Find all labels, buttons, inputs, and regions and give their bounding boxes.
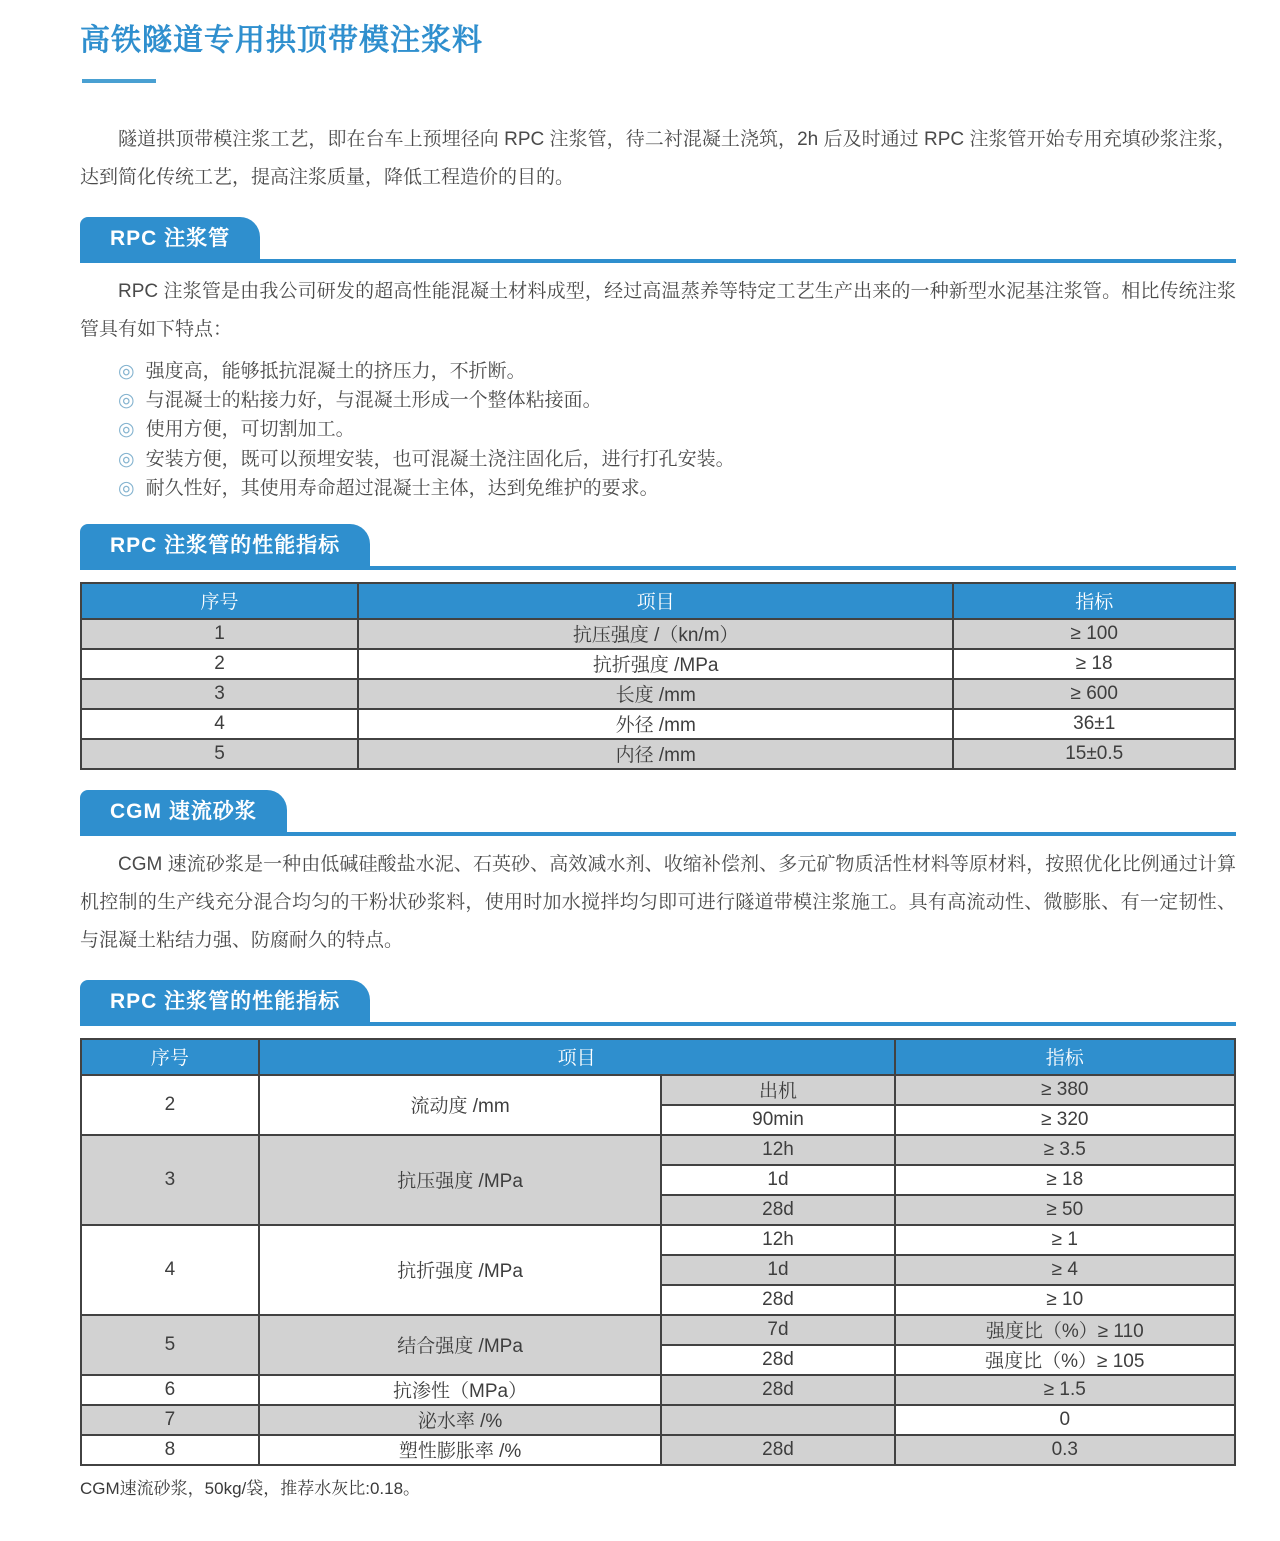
rpc-pipe-performance-table (80, 582, 1236, 770)
cgm-mortar-performance-table (80, 1038, 1236, 1466)
feature-text: 使用方便，可切割加工。 (145, 419, 355, 441)
table-header (81, 1039, 1235, 1075)
table-header (81, 583, 1235, 619)
feature-text: 与混凝士的粘接力好，与混凝土形成一个整体粘接面。 (145, 389, 602, 411)
value-cell: ≥ 3.5 (895, 1135, 1235, 1165)
section-banner-cgm (80, 790, 1236, 836)
condition-cell (661, 1405, 894, 1435)
condition-cell: 28d (661, 1285, 894, 1315)
rpc-pipe-paragraph: RPC 注浆管是由我公司研发的超高性能混凝土材料成型，经过高温蒸养等特定工艺生产出来的一种新型水泥基注浆管。相比传统注浆管具有如下特点： (80, 280, 1236, 340)
table-row (81, 739, 1235, 769)
item-cell: 抗折强度 /MPa (259, 1225, 662, 1315)
double-circle-bullet-icon: ◎ (118, 448, 135, 470)
condition-cell: 7d (661, 1315, 894, 1345)
item-cell: 抗压强度 /MPa (259, 1135, 662, 1225)
table-cell: 外径 /mm (358, 709, 953, 739)
sequence-cell: 6 (81, 1375, 259, 1405)
condition-cell: 12h (661, 1135, 894, 1165)
section-banner-label: RPC 注浆管的性能指标 (80, 524, 370, 566)
condition-cell: 28d (661, 1435, 894, 1465)
section-banner-rpc-performance (80, 524, 1236, 570)
table-cell: 3 (81, 679, 358, 709)
feature-text: 安装方便，既可以预埋安装，也可混凝土浇注固化后，进行打孔安装。 (145, 448, 735, 470)
condition-cell: 出机 (661, 1075, 894, 1105)
condition-cell: 90min (661, 1105, 894, 1135)
section-banner-label: CGM 速流砂浆 (80, 790, 287, 832)
table-row (81, 619, 1235, 649)
column-header: 序号 (81, 583, 358, 619)
table-row (81, 1075, 1235, 1105)
value-cell: 强度比（%）≥ 110 (895, 1315, 1235, 1345)
value-cell: ≥ 1 (895, 1225, 1235, 1255)
item-cell: 流动度 /mm (259, 1075, 662, 1135)
feature-item (118, 415, 1236, 444)
double-circle-bullet-icon: ◎ (118, 389, 135, 411)
table-row (81, 649, 1235, 679)
table-cell: 15±0.5 (953, 739, 1235, 769)
title-underline-decoration (82, 79, 156, 83)
table-row (81, 1135, 1235, 1165)
column-header: 序号 (81, 1039, 259, 1075)
condition-cell: 12h (661, 1225, 894, 1255)
feature-text: 强度高，能够抵抗混凝土的挤压力，不折断。 (145, 360, 526, 382)
value-cell: ≥ 50 (895, 1195, 1235, 1225)
table-row (81, 1225, 1235, 1255)
table-cell: 36±1 (953, 709, 1235, 739)
section-banner-label: RPC 注浆管的性能指标 (80, 980, 370, 1022)
sequence-cell: 8 (81, 1435, 259, 1465)
feature-text: 耐久性好，其使用寿命超过混凝士主体，达到免维护的要求。 (145, 478, 659, 500)
value-cell: 0.3 (895, 1435, 1235, 1465)
feature-item (118, 386, 1236, 415)
table-cell: ≥ 100 (953, 619, 1235, 649)
footnote-text: CGM速流砂浆，50kg/袋，推荐水灰比:0.18。 (80, 1478, 421, 1498)
condition-cell: 28d (661, 1195, 894, 1225)
table-header-row (81, 583, 1235, 619)
feature-item (118, 445, 1236, 474)
page-title: 高铁隧道专用拱顶带模注浆料 (80, 24, 483, 57)
table-row (81, 1375, 1235, 1405)
condition-cell: 28d (661, 1375, 894, 1405)
value-cell: ≥ 10 (895, 1285, 1235, 1315)
sequence-cell: 5 (81, 1315, 259, 1375)
cgm-paragraph: CGM 速流砂浆是一种由低碱硅酸盐水泥、石英砂、高效减水剂、收缩补偿剂、多元矿物质活性材料等原材料，按照优化比例通过计算机控制的生产线充分混合均匀的干粉状砂浆料，使用时加水搅拌均匀即可进行隧道带模注浆施工。具有高流动性、微膨胀、有一定韧性、与混凝土粘结力强、防腐耐久的特点。 (80, 853, 1236, 951)
value-cell: ≥ 1.5 (895, 1375, 1235, 1405)
sequence-cell: 7 (81, 1405, 259, 1435)
double-circle-bullet-icon: ◎ (118, 360, 135, 382)
table-cell: 2 (81, 649, 358, 679)
table-cell: 内径 /mm (358, 739, 953, 769)
sequence-cell: 4 (81, 1225, 259, 1315)
section-banner-rpc-pipe (80, 217, 1236, 263)
table-header-row (81, 1039, 1235, 1075)
section-banner-cgm-performance (80, 980, 1236, 1026)
value-cell: ≥ 4 (895, 1255, 1235, 1285)
table-row (81, 1435, 1235, 1465)
table-cell: ≥ 600 (953, 679, 1235, 709)
condition-cell: 1d (661, 1165, 894, 1195)
item-cell: 泌水率 /% (259, 1405, 662, 1435)
value-cell: ≥ 18 (895, 1165, 1235, 1195)
table-cell: 1 (81, 619, 358, 649)
column-header: 项目 (358, 583, 953, 619)
item-cell: 结合强度 /MPa (259, 1315, 662, 1375)
column-header: 指标 (953, 583, 1235, 619)
value-cell: ≥ 320 (895, 1105, 1235, 1135)
table-cell: 5 (81, 739, 358, 769)
table-cell: 抗折强度 /MPa (358, 649, 953, 679)
feature-item (118, 474, 1236, 503)
table-cell: 4 (81, 709, 358, 739)
condition-cell: 1d (661, 1255, 894, 1285)
value-cell: 强度比（%）≥ 105 (895, 1345, 1235, 1375)
item-cell: 塑性膨胀率 /% (259, 1435, 662, 1465)
table-row (81, 1405, 1235, 1435)
value-cell: 0 (895, 1405, 1235, 1435)
table-row (81, 679, 1235, 709)
rpc-pipe-feature-list (80, 357, 1236, 504)
section-banner-label: RPC 注浆管 (80, 217, 260, 259)
column-header: 项目 (259, 1039, 895, 1075)
column-header: 指标 (895, 1039, 1235, 1075)
table-row (81, 1315, 1235, 1345)
double-circle-bullet-icon: ◎ (118, 419, 135, 441)
condition-cell: 28d (661, 1345, 894, 1375)
intro-paragraph: 隧道拱顶带模注浆工艺，即在台车上预埋径向 RPC 注浆管，待二衬混凝土浇筑，2h 后及时通过 RPC 注浆管开始专用充填砂浆注浆，达到简化传统工艺，提高注浆质量，降低工程造价的目的。 (80, 128, 1236, 188)
value-cell: ≥ 380 (895, 1075, 1235, 1105)
table-cell: 抗压强度 /（kn/m） (358, 619, 953, 649)
feature-item (118, 357, 1236, 386)
item-cell: 抗渗性（MPa） (259, 1375, 662, 1405)
table-row (81, 709, 1235, 739)
table-cell: ≥ 18 (953, 649, 1235, 679)
sequence-cell: 2 (81, 1075, 259, 1135)
double-circle-bullet-icon: ◎ (118, 478, 135, 500)
table-cell: 长度 /mm (358, 679, 953, 709)
sequence-cell: 3 (81, 1135, 259, 1225)
